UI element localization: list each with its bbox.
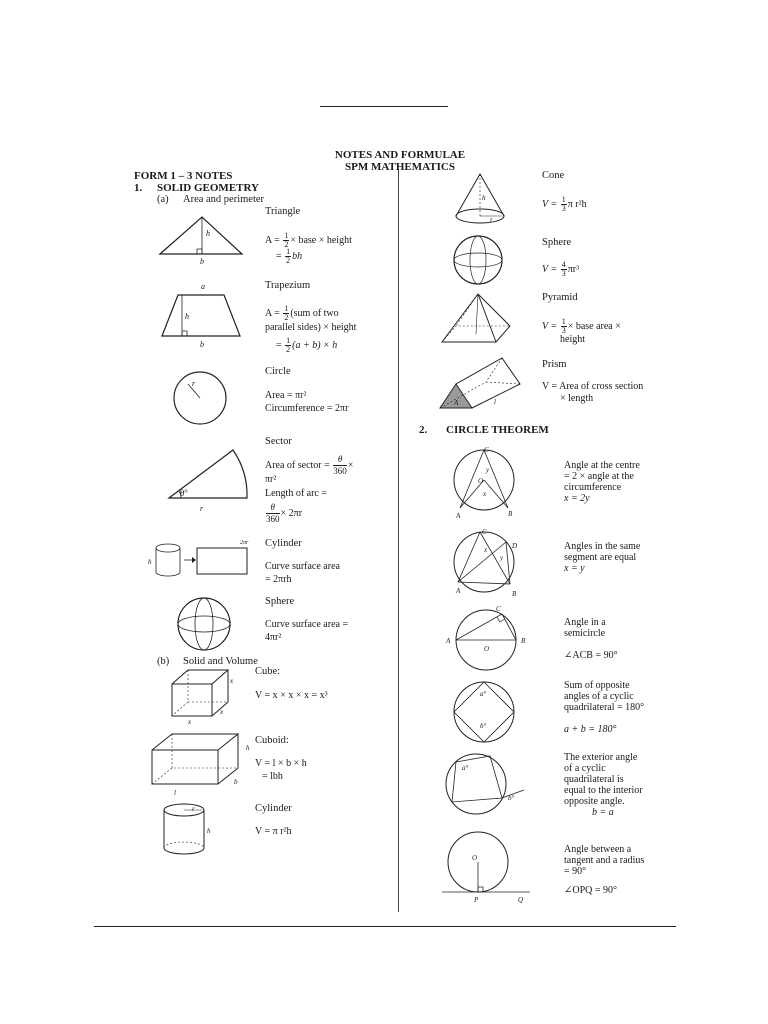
prism-title: Prism (542, 359, 567, 370)
trapezium-formula-2: parallel sides) × height (265, 322, 357, 333)
theorem2-text: Angles in the same segment are equal x = y (564, 541, 641, 574)
circle-formula-circumference: Circumference = 2πr (265, 403, 349, 414)
sector-formula-4: $\frac{\theta}{360}$ × 2πr (266, 502, 303, 524)
trapezium-title: Trapezium (265, 280, 311, 291)
cube-title: Cube: (255, 666, 281, 677)
cylinder-area-formula-1: Curve surface area (265, 561, 340, 572)
theorem3-a-label: A (446, 637, 451, 645)
theorem6-q-label: Q (518, 896, 524, 904)
theorem2-a-label: A (456, 587, 461, 595)
cube-x-label-1: x (230, 677, 234, 685)
trapezium-formula-3: = $\frac{1}{2}$ (a + b) × h (276, 336, 338, 354)
cuboid-h-label: h (246, 744, 250, 752)
theorem2-c-label: C (482, 528, 487, 536)
prism-area-label: A (454, 399, 459, 407)
theorem4-b-label: b° (480, 722, 487, 730)
cuboid-b-label: b (234, 778, 238, 786)
cuboid-l-label: l (174, 789, 176, 797)
triangle-title: Triangle (265, 206, 301, 217)
theorem4-a-label: a° (480, 690, 487, 698)
prism-figure (436, 356, 526, 414)
trapezium-h-label: h (185, 312, 189, 321)
doc-title-line2: SPM MATHEMATICS (345, 161, 455, 173)
theorem3-c-label: C (496, 605, 501, 613)
sphere-volume-formula: V = $\frac{4}{3}$ πr³ (542, 260, 580, 278)
theorem1-y-label: y (486, 466, 490, 474)
cylinder-area-title: Cylinder (265, 538, 302, 549)
theorem6-figure (440, 830, 532, 896)
sector-formula-3: Length of arc = (265, 488, 328, 499)
triangle-formula-2: = $\frac{1}{2}$ bh (276, 247, 303, 265)
cylinder-volume-h-label: h (207, 827, 211, 835)
bottom-rule (94, 926, 676, 927)
theorem3-o-label: O (484, 645, 490, 653)
circle-title: Circle (265, 366, 291, 377)
column-divider (398, 170, 399, 912)
doc-title-line1: NOTES AND FORMULAE (334, 149, 466, 161)
cuboid-title: Cuboid: (255, 735, 289, 746)
sphere-area-figure (176, 596, 232, 652)
sphere-volume-title: Sphere (542, 237, 572, 248)
theorem6-o-label: O (472, 854, 478, 862)
cuboid-formula-2: = lbh (262, 771, 283, 782)
cone-title: Cone (542, 170, 565, 181)
theorem5-b-label: b° (508, 794, 515, 802)
sphere-volume-figure (452, 234, 504, 286)
theorem2-b-label: B (512, 590, 517, 598)
theorem2-x-label: x (484, 546, 488, 554)
trapezium-formula-1: A = $\frac{1}{2}$ (sum of two (265, 304, 339, 322)
cube-figure (168, 668, 238, 718)
cone-figure (452, 172, 508, 228)
theorem6-p-label: P (474, 896, 479, 904)
pyramid-formula-1: V = $\frac{1}{3}$ × base area × (542, 317, 621, 335)
top-rule (320, 106, 448, 107)
cone-r-label: r (490, 216, 493, 224)
section2-number: 2. (419, 424, 428, 436)
cone-h-label: h (482, 194, 486, 202)
sector-angle-label: θ° (180, 488, 188, 498)
triangle-h-label: h (206, 229, 210, 238)
theorem1-x-label: x (483, 490, 487, 498)
sector-r-label: r (200, 504, 204, 513)
trapezium-a-label: a (201, 282, 205, 291)
sector-formula-1: Area of sector = $\frac{\theta}{360}$ × (265, 454, 354, 476)
cube-formula: V = x × x × x = x³ (255, 690, 328, 701)
pyramid-title: Pyramid (542, 292, 578, 303)
theorem3-b-label: B (521, 637, 526, 645)
theorem5-figure (440, 752, 526, 816)
sector-figure (165, 446, 251, 502)
theorem4-text: Sum of opposite angles of a cyclic quadrilateral = 180° a + b = 180° (564, 680, 645, 735)
theorem1-c-label: C (484, 446, 489, 454)
section1-title: SOLID GEOMETRY (157, 182, 259, 194)
sub-b-letter: (b) (157, 656, 170, 667)
cylinder-volume-title: Cylinder (255, 803, 292, 814)
prism-formula-1: V = Area of cross section (542, 381, 644, 392)
cylinder-net-h-label: h (148, 558, 152, 566)
circle-figure (172, 370, 228, 426)
circle-formula-area: Area = πr² (265, 390, 307, 401)
pyramid-formula-2: height (560, 334, 585, 345)
theorem5-text: The exterior angle of a cyclic quadrilateral is equal to the interior opposite angle. b = a (564, 752, 643, 818)
theorem1-a-label: A (456, 512, 461, 520)
cylinder-net-arrow-label: 2πr (240, 540, 249, 546)
cylinder-net-figure (150, 540, 254, 580)
section1-number: 1. (134, 182, 143, 194)
triangle-figure (158, 214, 244, 260)
theorem1-text: Angle at the centre = 2 × angle at the circumference x = 2y (564, 460, 640, 504)
cylinder-volume-r-label: r (192, 805, 195, 813)
theorem6-text: Angle between a tangent and a radius = 90° ∠OPQ = 90° (564, 844, 645, 896)
theorem2-d-label: D (512, 542, 518, 550)
triangle-b-label: b (200, 257, 204, 266)
prism-length-label: l (494, 398, 496, 406)
cylinder-volume-formula: V = π r²h (255, 826, 292, 837)
cylinder-volume-figure (162, 802, 208, 856)
cube-x-label-2: x (220, 708, 224, 716)
sphere-area-formula-2: 4πr² (265, 632, 282, 643)
cube-x-label-3: x (188, 718, 192, 726)
trapezium-b-label: b (200, 340, 204, 349)
sub-b-title: Solid and Volume (183, 656, 258, 667)
sphere-area-formula-1: Curve surface area = (265, 619, 349, 630)
theorem1-o-label: O (478, 477, 484, 485)
theorem1-b-label: B (508, 510, 513, 518)
prism-formula-2: × length (560, 393, 594, 404)
form-heading: FORM 1 – 3 NOTES (134, 170, 233, 182)
section2-title: CIRCLE THEOREM (446, 424, 549, 436)
sector-formula-2: πr² (265, 474, 277, 485)
theorem1-figure (452, 448, 516, 512)
sector-title: Sector (265, 436, 292, 447)
circle-r-label: r (192, 379, 196, 388)
theorem3-figure (452, 608, 520, 672)
pyramid-figure (440, 292, 512, 350)
trapezium-figure (158, 292, 244, 338)
cuboid-formula-1: V = l × b × h (255, 758, 307, 769)
sphere-area-title: Sphere (265, 596, 295, 607)
theorem5-a-label: a° (462, 764, 469, 772)
theorem3-text: Angle in a semicircle ∠ACB = 90° (564, 617, 618, 661)
sub-a-letter: (a) (157, 194, 169, 205)
theorem2-figure (452, 530, 516, 594)
cylinder-area-formula-2: = 2πrh (265, 574, 292, 585)
sub-a-title: Area and perimeter (183, 194, 265, 205)
theorem2-y-label: y (500, 554, 504, 562)
triangle-formula-1: A = $\frac{1}{2}$ × base × height (265, 231, 352, 249)
cone-formula: V = $\frac{1}{3}$ π r²h (542, 195, 587, 213)
